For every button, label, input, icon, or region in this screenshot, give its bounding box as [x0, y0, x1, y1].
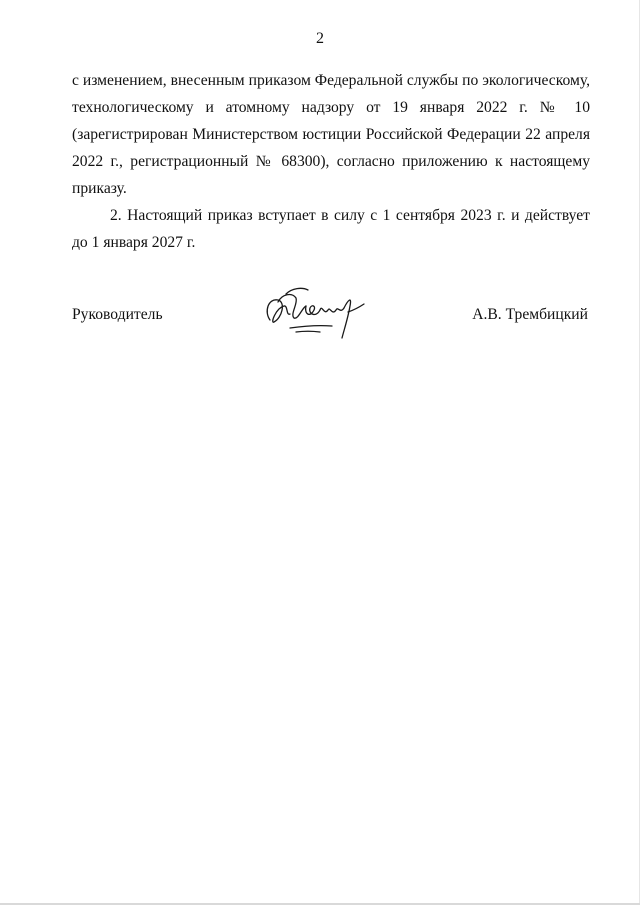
paragraph-1-line: к настоящему приказу.: [72, 153, 590, 197]
document-body: [72, 67, 590, 256]
paragraph-2-line: 2. Настоящий приказ вступает в силу с 1 сентября 2023 г. и действует: [110, 207, 590, 224]
page-number: 2: [316, 30, 324, 47]
handwritten-signature-icon: [260, 284, 372, 342]
paragraph-1-line: 22 апреля 2022 г., регистрационный № 68300), согласно приложению: [72, 126, 590, 170]
paragraph-1: [72, 67, 590, 202]
signature-block: [72, 300, 588, 345]
paragraph-1-line: технологическому и атомному надзору от 19 января 2022 г. № 10: [72, 99, 590, 116]
paragraph-1-line: (зарегистрирован Министерством юстиции Российской Федерации: [72, 126, 521, 143]
signer-name: А.В. Трембицкий: [472, 306, 588, 323]
signer-role: Руководитель: [72, 306, 163, 323]
paragraph-2-line: до 1 января 2027 г.: [72, 234, 196, 251]
paragraph-2: [72, 202, 590, 256]
paragraph-1-line: с изменением, внесенным приказом Федеральной службы по экологическому,: [72, 72, 590, 89]
